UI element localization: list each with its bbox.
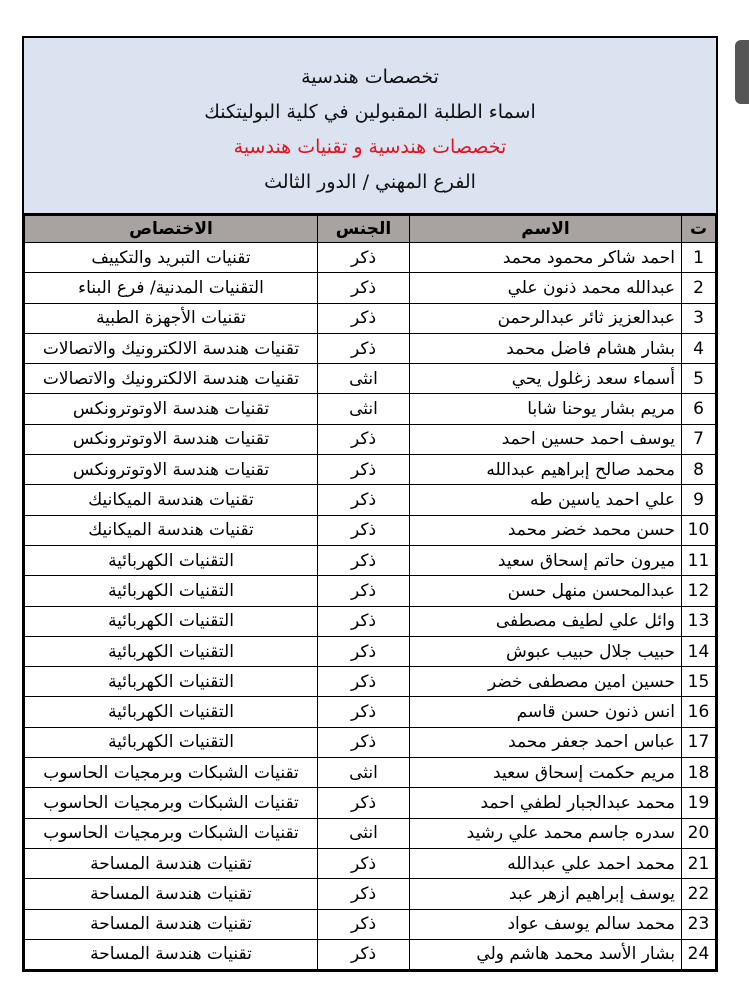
student-gender: ذكر	[318, 788, 410, 818]
student-specialization: تقنيات هندسة الاوتوترونكس	[25, 455, 318, 485]
row-number: 4	[682, 333, 716, 363]
row-number: 15	[682, 667, 716, 697]
student-specialization: التقنيات الكهربائية	[25, 576, 318, 606]
student-specialization: تقنيات الأجهزة الطبية	[25, 303, 318, 333]
student-specialization: تقنيات هندسة المساحة	[25, 939, 318, 969]
table-row	[25, 818, 716, 848]
student-name: حسين امين مصطفى خضر	[410, 667, 682, 697]
row-number: 24	[682, 939, 716, 969]
row-number: 22	[682, 879, 716, 909]
student-name: عبدالله محمد ذنون علي	[410, 273, 682, 303]
row-number: 19	[682, 788, 716, 818]
row-number: 6	[682, 394, 716, 424]
student-gender: ذكر	[318, 243, 410, 273]
student-name: سدره جاسم محمد علي رشيد	[410, 818, 682, 848]
student-specialization: تقنيات هندسة المساحة	[25, 879, 318, 909]
student-gender: ذكر	[318, 545, 410, 575]
student-specialization: تقنيات هندسة الميكانيك	[25, 515, 318, 545]
student-specialization: تقنيات هندسة الالكترونيك والاتصالات	[25, 364, 318, 394]
row-number: 14	[682, 636, 716, 666]
student-name: يوسف احمد حسين احمد	[410, 424, 682, 454]
table-row	[25, 909, 716, 939]
table-row	[25, 424, 716, 454]
student-name: احمد شاكر محمود محمد	[410, 243, 682, 273]
table-row	[25, 364, 716, 394]
students-table	[24, 215, 716, 970]
student-gender: ذكر	[318, 879, 410, 909]
table-row	[25, 273, 716, 303]
student-name: يوسف إبراهيم ازهر عبد	[410, 879, 682, 909]
student-name: ميرون حاتم إسحاق سعيد	[410, 545, 682, 575]
student-name: وائل علي لطيف مصطفى	[410, 606, 682, 636]
student-gender: انثى	[318, 364, 410, 394]
student-name: عبدالمحسن منهل حسن	[410, 576, 682, 606]
row-number: 16	[682, 697, 716, 727]
student-specialization: تقنيات هندسة المساحة	[25, 848, 318, 878]
row-number: 23	[682, 909, 716, 939]
student-specialization: التقنيات الكهربائية	[25, 697, 318, 727]
table-row	[25, 394, 716, 424]
student-specialization: تقنيات الشبكات وبرمجيات الحاسوب	[25, 818, 318, 848]
row-number: 20	[682, 818, 716, 848]
row-number: 12	[682, 576, 716, 606]
student-gender: ذكر	[318, 455, 410, 485]
student-name: محمد صالح إبراهيم عبدالله	[410, 455, 682, 485]
student-name: حسن محمد خضر محمد	[410, 515, 682, 545]
table-row	[25, 939, 716, 969]
student-specialization: تقنيات الشبكات وبرمجيات الحاسوب	[25, 758, 318, 788]
row-number: 5	[682, 364, 716, 394]
table-row	[25, 303, 716, 333]
table-row	[25, 697, 716, 727]
table-row	[25, 515, 716, 545]
student-specialization: التقنيات المدنية/ فرع البناء	[25, 273, 318, 303]
row-number: 2	[682, 273, 716, 303]
table-row	[25, 576, 716, 606]
row-number: 8	[682, 455, 716, 485]
header-line-4: الفرع المهني / الدور الثالث	[264, 171, 476, 193]
student-name: محمد سالم يوسف عواد	[410, 909, 682, 939]
student-name: مريم حكمت إسحاق سعيد	[410, 758, 682, 788]
student-gender: ذكر	[318, 697, 410, 727]
column-header-number: ت	[682, 216, 716, 243]
row-number: 7	[682, 424, 716, 454]
student-name: محمد عبدالجبار لطفي احمد	[410, 788, 682, 818]
row-number: 11	[682, 545, 716, 575]
student-specialization: تقنيات هندسة المساحة	[25, 909, 318, 939]
table-row	[25, 667, 716, 697]
student-gender: ذكر	[318, 333, 410, 363]
student-specialization: التقنيات الكهربائية	[25, 606, 318, 636]
table-row	[25, 485, 716, 515]
table-row	[25, 848, 716, 878]
table-row	[25, 455, 716, 485]
table-row	[25, 636, 716, 666]
student-gender: ذكر	[318, 606, 410, 636]
document-sheet	[22, 36, 718, 972]
row-number: 10	[682, 515, 716, 545]
student-gender: انثى	[318, 758, 410, 788]
row-number: 1	[682, 243, 716, 273]
student-gender: ذكر	[318, 485, 410, 515]
student-gender: ذكر	[318, 848, 410, 878]
side-tab[interactable]	[735, 40, 749, 104]
student-name: محمد احمد علي عبدالله	[410, 848, 682, 878]
student-name: حبيب جلال حبيب عبوش	[410, 636, 682, 666]
student-specialization: تقنيات هندسة الاوتوترونكس	[25, 424, 318, 454]
student-name: مريم بشار يوحنا شابا	[410, 394, 682, 424]
student-gender: ذكر	[318, 727, 410, 757]
student-specialization: تقنيات هندسة الميكانيك	[25, 485, 318, 515]
student-name: عباس احمد جعفر محمد	[410, 727, 682, 757]
student-gender: ذكر	[318, 667, 410, 697]
student-gender: انثى	[318, 818, 410, 848]
column-header-gender: الجنس	[318, 216, 410, 243]
row-number: 18	[682, 758, 716, 788]
student-name: بشار الأسد محمد هاشم ولي	[410, 939, 682, 969]
student-name: علي احمد ياسين طه	[410, 485, 682, 515]
header-line-2: اسماء الطلبة المقبولين في كلية البوليتكنك	[204, 101, 536, 123]
student-specialization: التقنيات الكهربائية	[25, 727, 318, 757]
student-specialization: تقنيات الشبكات وبرمجيات الحاسوب	[25, 788, 318, 818]
student-gender: ذكر	[318, 273, 410, 303]
header-line-3: تخصصات هندسية و تقنيات هندسية	[233, 136, 507, 158]
row-number: 21	[682, 848, 716, 878]
table-row	[25, 879, 716, 909]
header-line-1: تخصصات هندسية	[301, 66, 439, 88]
row-number: 17	[682, 727, 716, 757]
student-gender: ذكر	[318, 576, 410, 606]
student-specialization: التقنيات الكهربائية	[25, 545, 318, 575]
table-row	[25, 243, 716, 273]
student-gender: ذكر	[318, 909, 410, 939]
table-row	[25, 758, 716, 788]
student-gender: انثى	[318, 394, 410, 424]
student-name: بشار هشام فاضل محمد	[410, 333, 682, 363]
document-header	[24, 38, 716, 215]
student-gender: ذكر	[318, 424, 410, 454]
student-specialization: تقنيات هندسة الالكترونيك والاتصالات	[25, 333, 318, 363]
table-row	[25, 727, 716, 757]
student-name: أسماء سعد زغلول يحي	[410, 364, 682, 394]
row-number: 13	[682, 606, 716, 636]
table-row	[25, 333, 716, 363]
student-name: عبدالعزيز ثائر عبدالرحمن	[410, 303, 682, 333]
column-header-specialization: الاختصاص	[25, 216, 318, 243]
student-gender: ذكر	[318, 303, 410, 333]
student-specialization: التقنيات الكهربائية	[25, 667, 318, 697]
student-gender: ذكر	[318, 939, 410, 969]
row-number: 3	[682, 303, 716, 333]
table-header-row	[25, 216, 716, 243]
student-specialization: تقنيات التبريد والتكييف	[25, 243, 318, 273]
table-row	[25, 788, 716, 818]
student-specialization: التقنيات الكهربائية	[25, 636, 318, 666]
student-gender: ذكر	[318, 515, 410, 545]
table-row	[25, 606, 716, 636]
student-specialization: تقنيات هندسة الاوتوترونكس	[25, 394, 318, 424]
column-header-name: الاسم	[410, 216, 682, 243]
row-number: 9	[682, 485, 716, 515]
student-name: انس ذنون حسن قاسم	[410, 697, 682, 727]
student-gender: ذكر	[318, 636, 410, 666]
table-row	[25, 545, 716, 575]
